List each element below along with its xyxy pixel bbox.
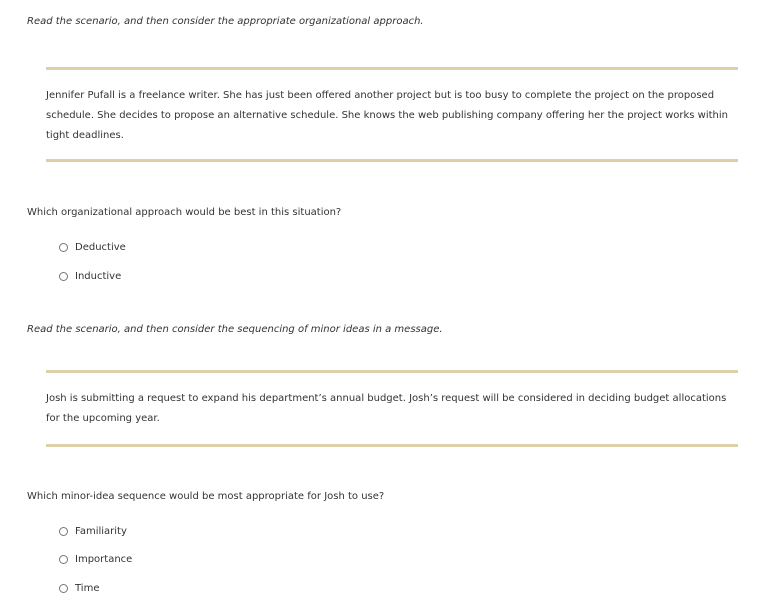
q1-option-inductive-label: Inductive [75,270,122,282]
q1-question: Which organizational approach would be best in this situation? [27,207,342,218]
q2-scenario-line-2: for the upcoming year. [46,413,160,424]
q1-instruction: Read the scenario, and then consider the appropriate organizational approach. [27,16,424,27]
radio-button[interactable] [59,584,68,593]
radio-button[interactable] [59,527,68,536]
q2-instruction: Read the scenario, and then consider the sequencing of minor ideas in a message. [27,324,443,335]
q1-scenario-line-1: Jennifer Pufall is a freelance writer. She has just been offered another project but is too busy to complete the project on the proposed [46,90,715,101]
radio-button[interactable] [59,555,68,564]
radio-button[interactable] [59,272,68,281]
q2-option-familiarity-label: Familiarity [75,525,127,537]
q2-scenario-box [46,370,738,447]
radio-button[interactable] [59,243,68,252]
q2-option-importance-label: Importance [75,553,133,565]
q1-option-deductive-label: Deductive [75,241,126,253]
q2-option-time-label: Time [75,582,100,594]
q1-scenario-box [46,67,738,162]
q2-scenario-line-1: Josh is submitting a request to expand his department’s annual budget. Josh’s request will be considered in deciding budget allocations [46,393,727,404]
q2-option-importance[interactable] [59,552,132,566]
q2-question: Which minor-idea sequence would be most appropriate for Josh to use? [27,491,385,502]
q1-scenario-line-2: schedule. She decides to propose an alternative schedule. She knows the web publishing company offering her the project works within [46,110,728,121]
q1-scenario-line-3: tight deadlines. [46,130,124,141]
q1-option-deductive[interactable] [59,240,126,254]
q2-option-time[interactable] [59,581,99,595]
q2-option-familiarity[interactable] [59,524,127,538]
q1-option-inductive[interactable] [59,269,121,283]
